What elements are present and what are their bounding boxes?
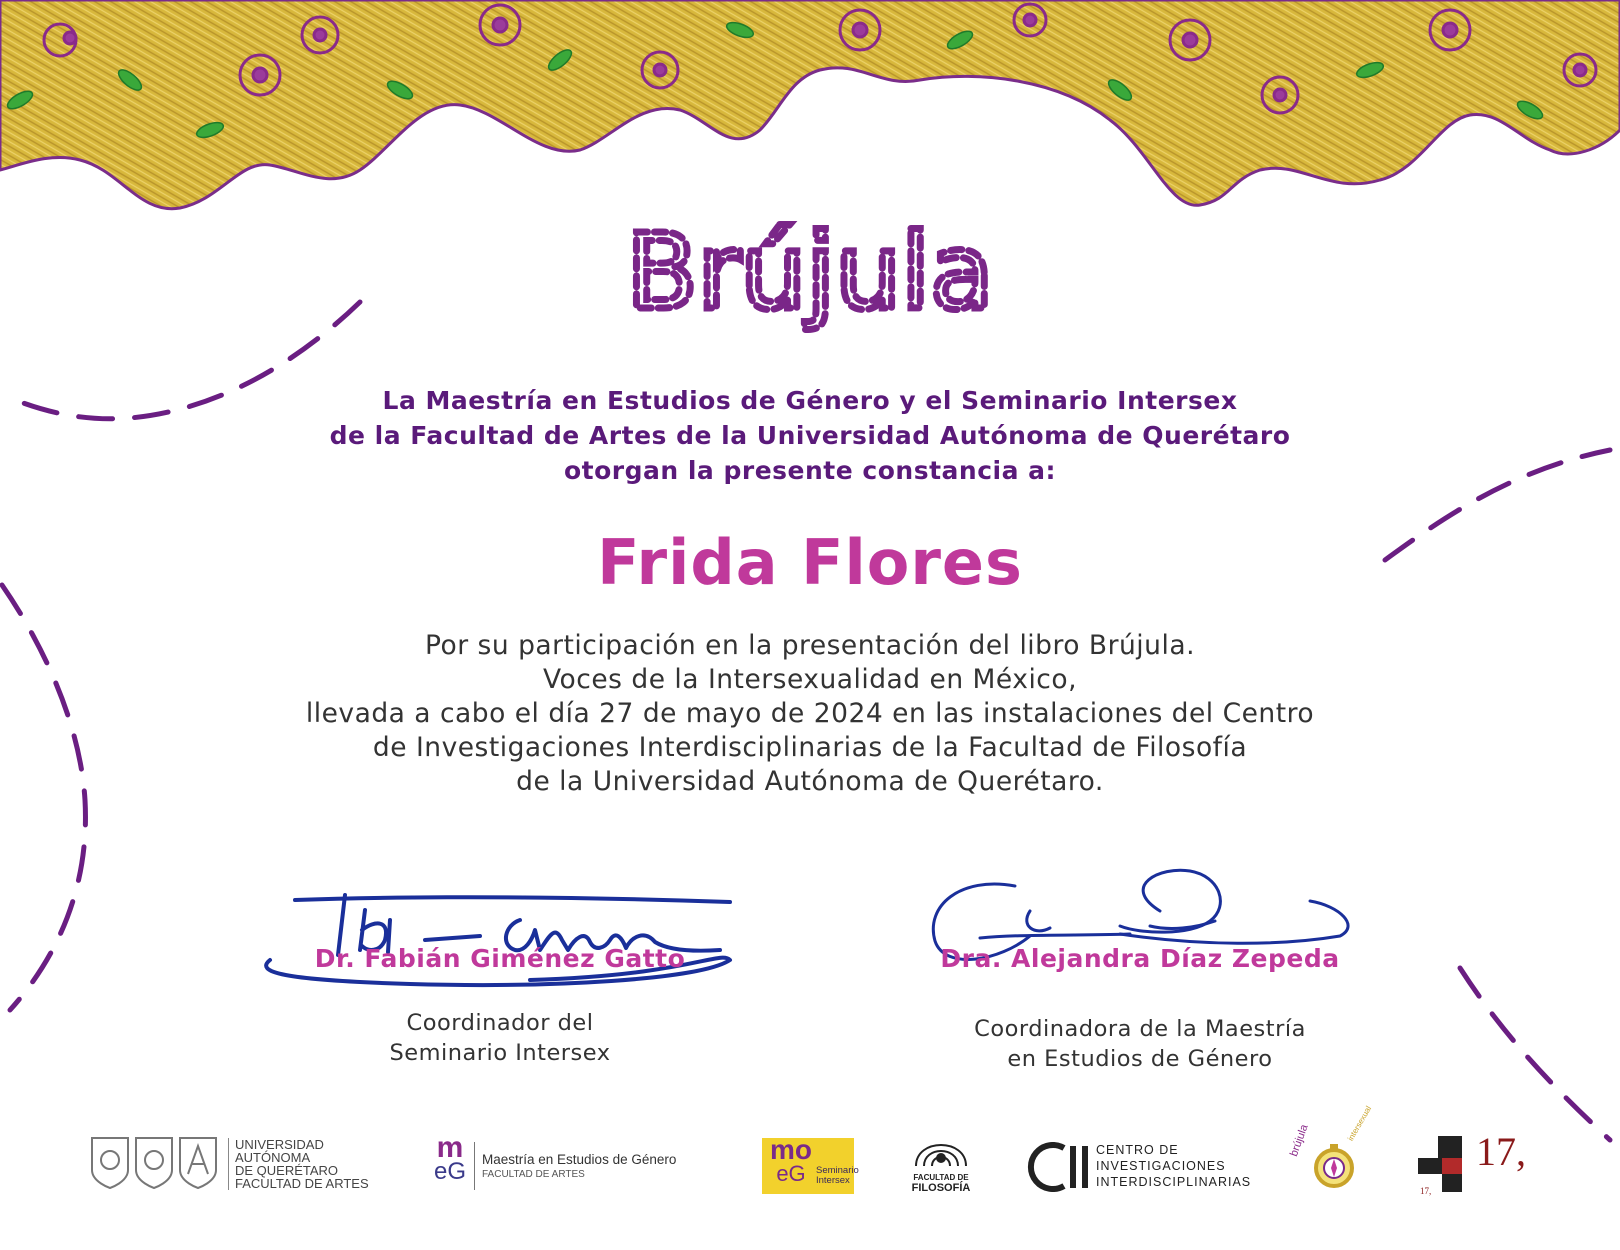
recipient-name: Frida Flores xyxy=(597,526,1023,599)
intersex-mark-bottom: eG xyxy=(776,1161,806,1186)
signature-1-name: Dr. Fabián Giménez Gatto xyxy=(314,944,686,973)
title-text: Brújula xyxy=(626,211,994,333)
filosofia-line-2: FILOSOFÍA xyxy=(911,1182,971,1194)
body-line-4: de Investigaciones Interdisciplinarias de la Facultad de Filosofía xyxy=(372,732,1248,763)
signature-2-role-line-2: en Estudios de Género xyxy=(1007,1046,1273,1072)
brujula-right-text: intersexual xyxy=(1346,1104,1374,1143)
meg-title: Maestría en Estudios de Género xyxy=(482,1152,677,1167)
embroidered-floral-border xyxy=(0,0,1620,220)
brujula-left-text: brújula xyxy=(1288,1122,1311,1159)
signature-2-role-line-1: Coordinadora de la Maestría xyxy=(974,1016,1306,1042)
signature-2-name: Dra. Alejandra Díaz Zepeda xyxy=(940,944,1340,973)
body-line-5: de la Universidad Autónoma de Querétaro. xyxy=(516,766,1104,797)
meg-mark-top: m xyxy=(436,1131,464,1164)
meg-logo xyxy=(430,1131,730,1196)
body-line-3: llevada a cabo el día 27 de mayo de 2024 en las instalaciones del Centro xyxy=(305,698,1315,729)
intro-line-1: La Maestría en Estudios de Género y el Seminario Intersex xyxy=(382,386,1238,415)
intro-line-3: otorgan la presente constancia a: xyxy=(563,456,1057,485)
uaq-line-3: FACULTAD DE ARTES xyxy=(235,1176,369,1191)
uaq-shields-icon xyxy=(88,1134,218,1192)
brujula-intersexual-logo xyxy=(1288,1104,1374,1198)
body-line-1: Por su participación en la presentación del libro Brújula. xyxy=(424,630,1195,661)
seminario-intersex-logo xyxy=(762,1134,859,1194)
cii-mark-icon xyxy=(1026,1142,1092,1192)
seventeen-institute-logo xyxy=(1418,1129,1538,1214)
filosofia-emblem-icon xyxy=(906,1128,976,1168)
stitched-title-text xyxy=(600,210,1020,340)
body-line-2: Voces de la Intersexualidad en México, xyxy=(542,664,1078,695)
cii-line-3: INTERDISCIPLINARIAS xyxy=(1096,1175,1252,1189)
uaq-logo xyxy=(88,1134,388,1194)
intro-line-2: de la Facultad de Artes de la Universidad Autónoma de Querétaro xyxy=(329,421,1291,450)
filosofia-logo xyxy=(906,1128,976,1196)
seventeen-mark-icon xyxy=(1418,1134,1468,1194)
meg-mark-bottom: eG xyxy=(433,1158,466,1185)
meg-subtitle: FACULTAD DE ARTES xyxy=(482,1169,585,1180)
intersex-label-1: Seminario xyxy=(816,1165,859,1176)
uaq-line-2: DE QUERÉTARO xyxy=(235,1163,339,1178)
filosofia-line-1: FACULTAD DE xyxy=(913,1173,969,1182)
uaq-line-1: UNIVERSIDAD AUTÓNOMA xyxy=(235,1137,324,1165)
signature-1-role-line-1: Coordinador del xyxy=(406,1010,594,1036)
seventeen-big-text: 17, xyxy=(1476,1129,1526,1174)
seventeen-small-text: 17, xyxy=(1420,1186,1432,1196)
intersex-label-2: Intersex xyxy=(816,1175,850,1186)
intersex-mark-top: mo xyxy=(770,1134,812,1165)
document-title xyxy=(0,210,1620,340)
cii-logo xyxy=(1026,1142,1256,1194)
signature-1-role-line-2: Seminario Intersex xyxy=(389,1040,611,1066)
cii-line-1: CENTRO DE xyxy=(1096,1143,1179,1157)
cii-line-2: INVESTIGACIONES xyxy=(1096,1159,1226,1173)
